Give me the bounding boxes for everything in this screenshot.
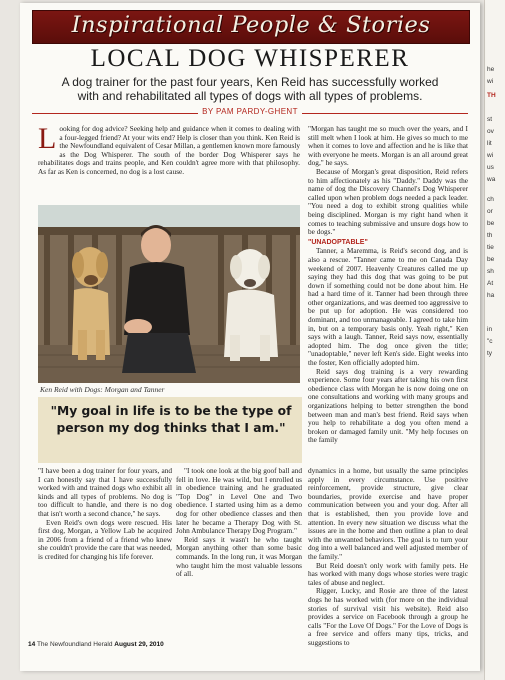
adjacent-page-text: ty [487,350,493,357]
adjacent-page-text: be [487,220,495,227]
article-photo [38,205,300,383]
article-headline: LOCAL DOG WHISPERER [90,45,410,72]
paragraph: "I took one look at the big goof ball and fell in love. He was wild, but I enrolled us in obedience training and he graduated "Top Dog" in Level One and Two obedience. I started using him as a demo dog for other obedience classes and then later he became a Therapy Dog with St. John Ambulance Therapy Dog Program." [176,466,302,536]
adjacent-page-text: or [487,208,493,215]
issue-date: August 29, 2010 [114,641,164,648]
adjacent-page-text: At [487,280,494,287]
adjacent-page-strip [484,0,505,680]
adjacent-page-text: wi [487,78,494,85]
adjacent-page-text: sh [487,268,494,275]
adjacent-page-text: "c [487,338,493,345]
subheading: "UNADOPTABLE" [308,238,368,246]
paragraph: Tanner, a Maremma, is Reid's second dog, and is also a rescue. "Tanner came to me on Canada Day weekend of 2007. Heavenly Creatures called me up saying they had this dog that was going to be put down if something could not be done about him. He had a hard time of it. Tanner had been through three other organizations, and was deemed too aggressive to be put up for adoption. He was considered too dominant, and too unmanageable. I agreed to take him in, but on a temporary basis only. Yeah right," Ken says with a laugh. Tanner, Reid says now, essentially adopted him. The dog once given the title; "unadoptable," never left Ken's side. Eight weeks into the foster, Ken officially adopted him. [308,246,468,368]
paragraph: But Reid doesn't only work with family pets. He has worked with many dogs whose stories were tragic tales of abuse and neglect. [308,560,468,587]
adjacent-page-text: TH [487,92,496,99]
column-left-bottom-b [176,467,302,579]
byline-bar [32,107,468,119]
photo-caption: Ken Reid with Dogs: Morgan and Tanner [40,385,165,394]
paragraph: dynamics in a home, but usually the same principles apply in every circumstance. Use positive reinforcement, provide structure, give clear boundaries, provide exercise and have proper communication between you and your dog. After all that is established, then you provide love and attention. In every new situation we discuss what the issues are in the home and then outline a plan to deal with the unwanted behaviors. The goal is to turn your dog into a well balanced and well adjusted member of the family." [308,466,468,561]
paragraph: Even Reid's own dogs were rescued. His first dog, Morgan, a Yellow Lab he acquired in 2006 from a friend of a friend who knew she couldn't provide the care that was needed, is credited for changing his life forever. [38,517,172,561]
photo-illustration [38,205,300,383]
paragraph: "I have been a dog trainer for four years, and I can honestly say that I have successfully worked with and trained dogs who exhibit all kinds and all types of problems. No dog is too difficult to handle, and there is no dog that isn't worth a second chance," he says. [38,466,172,518]
adjacent-page-text: wi [487,152,494,159]
drop-cap: L [38,122,57,155]
adjacent-page-text: tie [487,244,494,251]
adjacent-page-text: wa [487,176,496,183]
adjacent-page-text: ov [487,128,494,135]
adjacent-page-text: be [487,256,495,263]
adjacent-page-text: st [487,116,493,123]
page-footer [28,641,164,648]
article-byline: BY PAM PARDY-GHENT [198,107,302,116]
column-left-top [38,122,300,177]
column-right [308,125,468,445]
column-right-bottom [308,467,468,647]
paragraph: "Morgan has taught me so much over the years, and I still melt when I look at him. He gives so much to me when it comes to love and affection and he is like that with everyone he meets. Morgan is an all around great dog," he says. [308,124,468,168]
paragraph: ooking for dog advice? Seeking help and guidance when it comes to dealing with a four-legged friend? At your wits end? Help is closer than you think. Ken Reid is the Newfoundland equivalent of Cesar Millan, a gentlemen known more famously as the Dog Whisperer. The south of the border Dog Whisperer says he rehabilitates dogs and trains people, and Ken couldn't agree more with that philosophy. As far as Ken is concerned, no dog is a lost cause. [38,124,300,176]
adjacent-page-text: in [487,326,493,333]
adjacent-page-text: th [487,232,493,239]
paragraph: Reid says dog training is a very rewarding experience. Some four years after taking his own first obedience class with Morgan he is now doing one on one consultations and working with many groups and organizations helping to better strengthen the bond between man and man's best friend. Reid says when you help to rehabilitate a dog you often mend a broken or damaged family unit. "My help focuses on the family [308,366,468,445]
column-left-bottom-a [38,467,172,562]
paragraph: Rigger, Lucky, and Rosie are three of the latest dogs he has worked with (for more on the individual stories of survival visit his website). Reid also provides a service on Facebook through a group he calls "For the Love Of Dogs." For the Love of Dogs is a free service and offers many tips, tricks, and suggestions to [308,586,468,647]
paragraph: Because of Morgan's great disposition, Reid refers to him affectionately as his "Daddy." Daddy was the name of dog the Discovery Channel's Dog Whisperer called upon when problem dogs needed a pack leader. "You need a dog to exhibit strong qualities while being disciplined. Morgan is my right hand when it comes to teaching submissive and unsure dogs how to be dogs." [308,166,468,237]
paragraph: Reid says it wasn't he who taught Morgan anything other than some basic commands. In the long run, it was Morgan who taught him the most valuable lessons of all. [176,534,302,579]
publication-name: The Newfoundland Herald [36,641,113,648]
pull-quote: "My goal in life is to be the type of person my dog thinks that I am." [50,404,292,435]
page-number: 14 [28,641,36,648]
pull-quote-box [38,397,302,463]
adjacent-page-text: ha [487,292,495,299]
magazine-page [20,3,480,671]
adjacent-page-text: he [487,66,495,73]
adjacent-page-text: ch [487,196,494,203]
adjacent-page-text: us [487,164,494,171]
section-banner-title: Inspirational People & Stories [71,12,431,38]
article-deck: A dog trainer for the past four years, Ken Reid has successfully worked with and rehabilitated all types of dogs with all types of problems. [61,75,439,103]
adjacent-page-text: lit [487,140,492,147]
section-banner [32,10,470,44]
